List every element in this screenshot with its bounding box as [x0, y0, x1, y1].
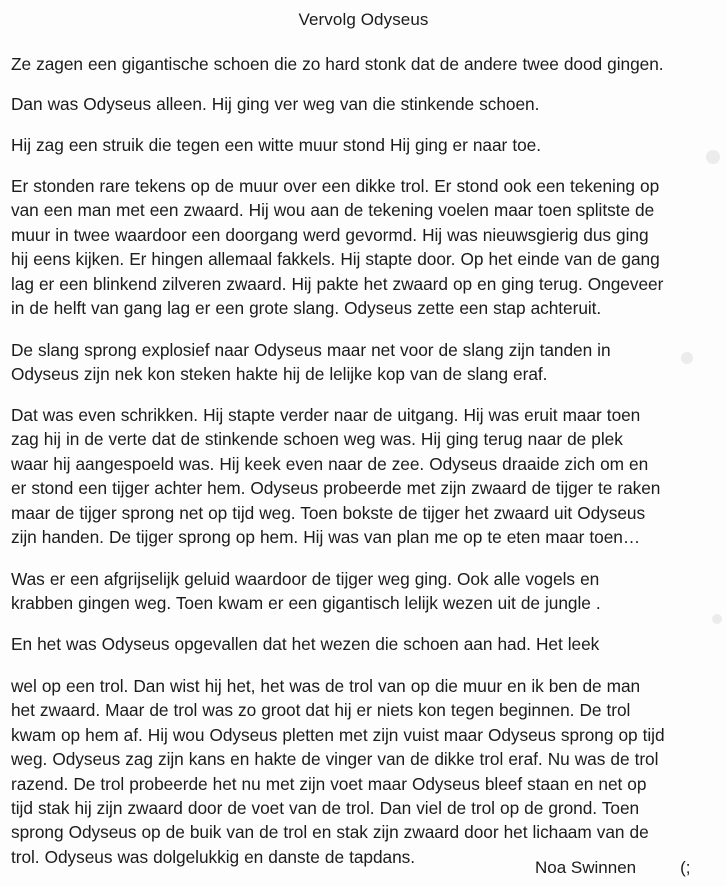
- paragraph-7: Was er een afgrijselijk geluid waardoor de tijger weg ging. Ook alle vogels en krabben gingen weg. Toen kwam er een gigantisch lelijk wezen uit de jungle .: [11, 569, 601, 614]
- smiley-emoticon: (;: [680, 858, 691, 877]
- paragraph-8: En het was Odyseus opgevallen dat het wezen die schoen aan had. Het leek: [11, 634, 600, 654]
- paragraph-6: Dat was even schrikken. Hij stapte verder naar de uitgang. Hij was eruit maar toen zag hij in de verte dat de stinkende schoen weg was. Hij ging terug naar de plek waar hij aangespoeld was. Hij keek even naar de zee. Odyseus draaide zich om en er stond een tijger achter hem. Odyseus probeerde met zijn zwaard de tijger te raken maar de tijger sprong net op tijd weg. Toen bokste de tijger het zwaard uit Odyseus zijn handen. De tijger sprong op hem. Hij was van plan me op te eten maar toen…: [11, 405, 661, 548]
- paragraph-2: Dan was Odyseus alleen. Hij ging ver weg van die stinkende schoen.: [11, 94, 540, 114]
- paragraph-4: Er stonden rare tekens op de muur over een dikke trol. Er stond ook een tekening op van een man met een zwaard. Hij wou aan de tekening voelen maar toen splitste de muur in twee waardoor een doorgang werd gevormd. Hij was nieuwsgierig dus ging hij eens kijken. Er hingen allemaal fakkels. Hij stapte door. Op het einde van de gang lag er een blinkend zilveren zwaard. Hij pakte het zwaard op en ging terug. Ongeveer in de helft van gang lag er een grote slang. Odyseus zette een stap achteruit.: [11, 176, 664, 319]
- signature-row: [535, 858, 691, 878]
- paragraph-5: De slang sprong explosief naar Odyseus maar net voor de slang zijn tanden in Odyseus zijn nek kon steken hakte hij de lelijke kop van de slang eraf.: [11, 340, 611, 385]
- document-title: Vervolg Odyseus: [298, 10, 429, 29]
- paragraph-9: wel op een trol. Dan wist hij het, het was de trol van op die muur en ik ben de man het zwaard. Maar de trol was zo groot dat hij er niets kon tegen beginnen. De trol kwam op hem af. Hij wou Odyseus pletten met zijn vuist maar Odyseus sprong op tijd weg. Odyseus zag zijn kans en hakte de vinger van de dikke trol eraf. Nu was de trol razend. De trol probeerde het nu met zijn voet maar Odyseus bleef staan en net op tijd stak hij zijn zwaard door de voet van de trol. Dan viel de trol op de grond. Toen sprong Odyseus op de buik van de trol en stak zijn zwaard door het lichaam van de trol. Odyseus was dolgelukkig en danste de tapdans.: [11, 676, 665, 867]
- author-name: Noa Swinnen: [535, 858, 637, 877]
- paragraph-3: Hij zag een struik die tegen een witte muur stond Hij ging er naar toe.: [11, 135, 541, 155]
- paragraph-1: Ze zagen een gigantische schoen die zo hard stonk dat de andere twee dood gingen.: [11, 54, 664, 74]
